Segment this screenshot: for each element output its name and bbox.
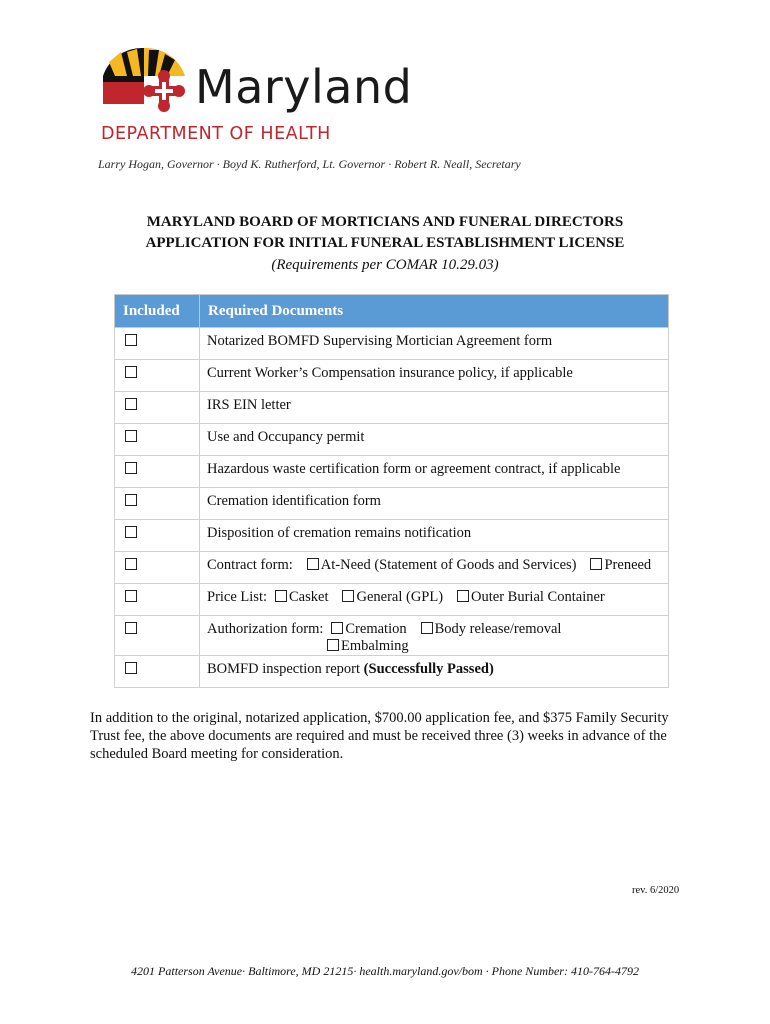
form-title-line2: APPLICATION FOR INITIAL FUNERAL ESTABLISHMENT LICENSE [145,235,625,251]
table-row [115,488,669,520]
column-header-included: Included [115,295,200,328]
brand-wordmark: Maryland [195,60,413,114]
casket-label: Casket [289,589,329,605]
document-label: Current Worker’s Compensation insurance policy, if applicable [200,360,669,392]
included-checkbox[interactable] [125,526,137,538]
at-need-checkbox[interactable] [307,558,319,570]
preneed-label: Preneed [604,557,652,573]
form-subtitle: (Requirements per COMAR 10.29.03) [271,257,499,273]
outer-burial-container-label: Outer Burial Container [471,589,605,605]
officials-line: Larry Hogan, Governor · Boyd K. Rutherford, Lt. Governor · Robert R. Neall, Secretary [98,157,521,171]
included-checkbox[interactable] [125,622,137,634]
included-checkbox[interactable] [125,462,137,474]
document-label: IRS EIN letter [200,392,669,424]
included-checkbox[interactable] [125,334,137,346]
outer-burial-container-checkbox[interactable] [457,590,469,602]
footer-address: 4201 Patterson Avenue· Baltimore, MD 21215· health.maryland.gov/bom · Phone Number: 410-764-4792 [131,964,639,978]
included-checkbox[interactable] [125,398,137,410]
body-release-checkbox[interactable] [421,622,433,634]
form-title-line1: MARYLAND BOARD OF MORTICIANS AND FUNERAL DIRECTORS [146,214,624,230]
at-need-label: At-Need (Statement of Goods and Services) [320,557,577,573]
cremation-label: Cremation [345,621,407,637]
general-gpl-checkbox[interactable] [342,590,354,602]
column-header-required-documents: Required Documents [200,295,669,328]
included-checkbox[interactable] [125,590,137,602]
cremation-checkbox[interactable] [331,622,343,634]
included-checkbox[interactable] [125,366,137,378]
table-row-price-list [115,584,669,616]
document-label: Cremation identification form [200,488,669,520]
preneed-checkbox[interactable] [590,558,602,570]
table-row [115,328,669,360]
table-row [115,392,669,424]
maryland-flag-logo [101,46,187,112]
inspection-report-status: (Successfully Passed) [363,661,494,677]
table-row-authorization-form [115,616,669,656]
inspection-report-label: BOMFD inspection report [207,661,364,677]
document-label: Hazardous waste certification form or agreement contract, if applicable [200,456,669,488]
revision-date: rev. 6/2020 [632,885,680,896]
document-label: Use and Occupancy permit [200,424,669,456]
document-label: Notarized BOMFD Supervising Mortician Agreement form [200,328,669,360]
table-row [115,520,669,552]
embalming-checkbox[interactable] [327,639,339,651]
included-checkbox[interactable] [125,430,137,442]
contract-form-label: Contract form: [207,557,293,573]
department-name: DEPARTMENT OF HEALTH [101,124,331,144]
table-row [115,424,669,456]
table-row [115,456,669,488]
included-checkbox[interactable] [125,662,137,674]
table-row-inspection-report [115,656,669,688]
general-gpl-label: General (GPL) [356,589,444,605]
body-release-label: Body release/removal [434,621,562,637]
table-row [115,360,669,392]
casket-checkbox[interactable] [275,590,287,602]
price-list-label: Price List: [207,589,268,605]
authorization-form-label: Authorization form: [207,621,324,637]
included-checkbox[interactable] [125,558,137,570]
table-row-contract-form [115,552,669,584]
table-header-row [115,295,669,328]
included-checkbox[interactable] [125,494,137,506]
instructions-paragraph: In addition to the original, notarized application, $700.00 application fee, and $375 Family Security Trust fee, the above documents are required and must be received three (3) weeks in advance of the scheduled Board meeting for consideration. [90,710,669,762]
required-documents-table [114,294,669,688]
document-label: Disposition of cremation remains notification [200,520,669,552]
embalming-label: Embalming [341,638,409,654]
